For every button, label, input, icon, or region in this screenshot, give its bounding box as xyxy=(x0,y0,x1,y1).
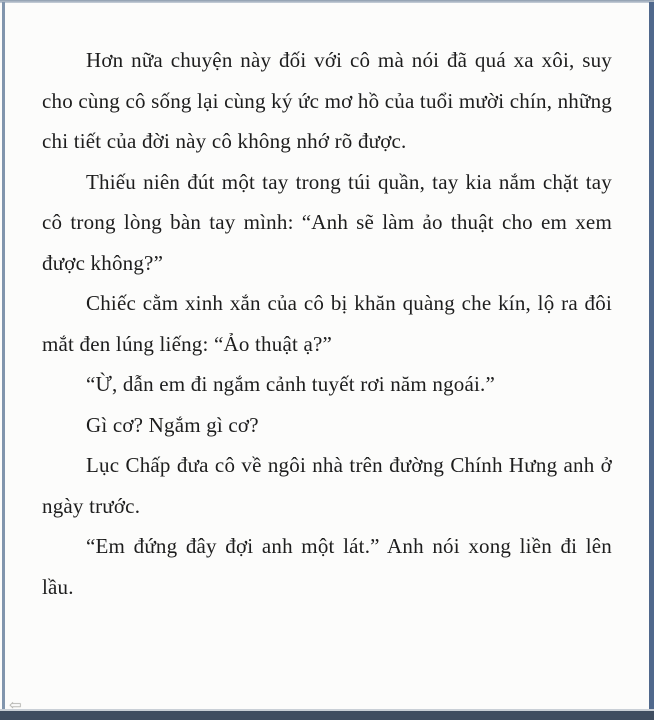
paragraph: Hơn nữa chuyện này đối với cô mà nói đã quá xa xôi, suy cho cùng cô sống lại cùng ký ức mơ hồ của tuổi mười chín, những chi tiết của đời này cô không nhớ rõ được. xyxy=(42,48,612,153)
page-border-right xyxy=(649,2,654,712)
paragraph: Lục Chấp đưa cô về ngôi nhà trên đường Chính Hưng anh ở ngày trước. xyxy=(42,453,612,518)
cursor-arrow-icon: ⇦ xyxy=(9,698,22,714)
page-border-bottom xyxy=(0,709,654,720)
paragraph: “Em đứng đây đợi anh một lát.” Anh nói xong liền đi lên lầu. xyxy=(42,534,612,599)
paragraph: Gì cơ? Ngắm gì cơ? xyxy=(86,412,259,437)
paragraph: Chiếc cằm xinh xắn của cô bị khăn quàng che kín, lộ ra đôi mắt đen lúng liếng: “Ảo thuật ạ?” xyxy=(42,291,612,356)
page-text-area xyxy=(5,0,649,709)
paragraph: Thiếu niên đút một tay trong túi quần, tay kia nắm chặt tay cô trong lòng bàn tay mình: “Anh sẽ làm ảo thuật cho em xem được không?” xyxy=(42,169,612,275)
paragraph: “Ừ, dẫn em đi ngắm cảnh tuyết rơi năm ngoái.” xyxy=(86,372,496,396)
